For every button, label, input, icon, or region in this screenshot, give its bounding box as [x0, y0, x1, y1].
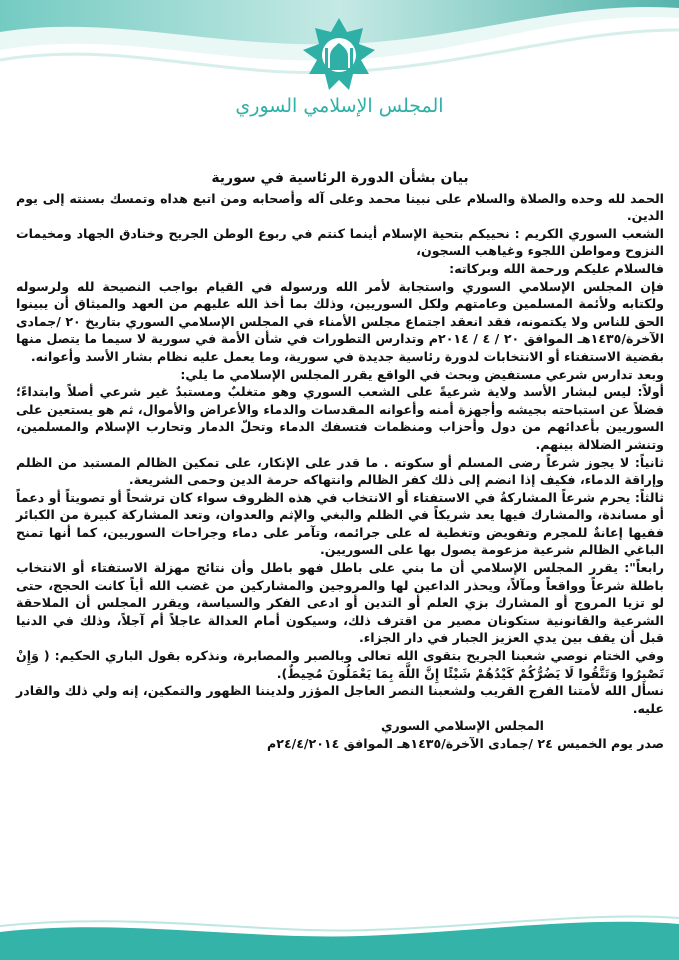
paragraph-third: ثالثاً: يحرم شرعاً المشاركةُ في الاستفتاء أو الانتخاب في هذه الظروف سواء كان ترشحاً أو تصويتاً أو دعماً أو مساندة، والمشارك فيها يعد شريكاً في الظلم والبغي والإثم والعدوان، وتعد المشاركة كبيرة من الكبائر ففيها إعانةٌ للمجرم وتفويض وتغطية له على جرائمه، وتآمر على دماء وجراحات السوريين، كما أنها تمنح الباغي الظالم شرعية مزعومة يصول بها على السوريين. — [16, 489, 664, 558]
paragraph-preamble: فإن المجلس الإسلامي السوري واستجابة لأمر الله ورسوله في القيام بواجب النصيحة لله ولرسوله ولكتابه ولأئمة المسلمين وعامتهم ولكل السوريين، وذلك بما أخذ الله عليهم من العهد والميثاق أن يبينوا الحق للناس ولا يكتمونه، فقد انعقد اجتماع مجلس الأمناء في المجلس الإسلامي السوري بتاريخ ٢٠ /جمادى الآخرة/١٤٣٥هـ الموافق ٢٠ / ٤ / ٢٠١٤م وتدارس التطورات في شأن الأمة في سورية لا سيما ما يتصل منها بقضية الاستفتاء أو الانتخابات لدورة رئاسية جديدة في سورية، وما يعمل عليه نظام بشار الأسد وأعوانه. — [16, 278, 665, 364]
issue-date: صدر يوم الخميس ٢٤ /جمادى الآخرة/١٤٣٥هـ الموافق ٢٤/٤/٢٠١٤م — [267, 736, 664, 751]
letterhead — [0, 0, 679, 155]
paragraph-second: ثانياً: لا يجوز شرعاً رضى المسلم أو سكوته . ما قدر على الإنكار، على تمكين الظالم المستبد من الظلم وإراقة الدماء، فكيف إذا انضم إلى ذلك كفر الظالم وانتهاكه حرمة الدين وحمى الشريعة. — [16, 454, 664, 488]
paragraph-opening: الحمد لله وحده والصلاة والسلام على نبينا محمد وعلى آله وأصحابه ومن اتبع هداه وتمسك بسنته إلى يوم الدين. — [16, 190, 664, 224]
paragraph-first: أولاً: ليس لبشار الأسد ولاية شرعيةً على الشعب السوري وهو متغلبٌ ومستبدٌ غير شرعي أصلاً وابتداءً؛ فضلاً عن استباحته بجيشه وأجهزة أمنه وأعوانه المقدسات والدماء والأعراض والأموال، ثم هو يستعين على السوريين بأعدائهم من دول وأحزاب ومنظمات فتسفك الدماء وتحلّ الدمار وتحارب الإسلام والمسلمين، وتنشر الضلالة بينهم. — [16, 384, 664, 452]
paragraph-decision-intro: وبعد تدارس شرعي مستفيض وبحث في الواقع يقرر المجلس الإسلامي ما يلي: — [180, 366, 664, 382]
signature: المجلس الإسلامي السوري — [380, 718, 544, 734]
statement-title: بيان بشأن الدورة الرئاسية في سورية — [211, 170, 469, 186]
paragraph-fourth: رابعاً": يقرر المجلس الإسلامي أن ما بني على باطل فهو باطل وأن نتائج مهزلة الاستفتاء أو الانتخاب باطلة شرعاً وواقعاً ومآلاً، ويحذر الداعين لها والمروجين والمشاركين من غضب الله أياً كانت الحجج، حتى لو تزيا المروج أو المشارك بزي العلم أو التدين أو ادعى الفكر والسياسة، ويقرر المجلس أن الملاحقة الشرعية والقانونية ستكونان مصير من اقترف ذلك، وسيكون أمام العدالة عاجلاً أم آجلاً، وذلك في الدنيا قبل أن يقف بين يدي العزيز الجبار في دار الجزاء. — [16, 560, 664, 646]
paragraph-salam: فالسلام عليكم ورحمة الله وبركاته: — [449, 260, 664, 276]
organization-name: المجلس الإسلامي السوري — [235, 95, 444, 117]
footer-wave — [0, 910, 679, 960]
paragraph-prayer: نسأل الله لأمتنا الفرج القريب ولشعبنا النصر العاجل المؤزر ولديننا الظهور والتمكين، إنه ولي ذلك والقادر عليه. — [16, 683, 664, 716]
mosque-emblem-icon — [289, 10, 389, 105]
paragraph-greeting: الشعب السوري الكريم : نحييكم بتحية الإسلام أينما كنتم في ربوع الوطن الجريح وخنادق الجهاد ومخيمات النزوح ومواطن اللجوء وغياهب السجون، — [16, 225, 664, 259]
paragraph-closing: وفي الختام نوصي شعبنا الجريح بتقوى الله تعالى وبالصبر والمصابرة، ونذكره بقول الباري الحكيم: ( وَإِنْ تَصْبِرُوا وَتَتَّقُوا لَا يَضُرُّكُمْ كَيْدُهُمْ شَيْئًا إِنَّ اللَّهَ بِمَا يَعْمَلُونَ مُحِيطٌ). — [16, 648, 664, 681]
statement-document — [16, 170, 664, 753]
